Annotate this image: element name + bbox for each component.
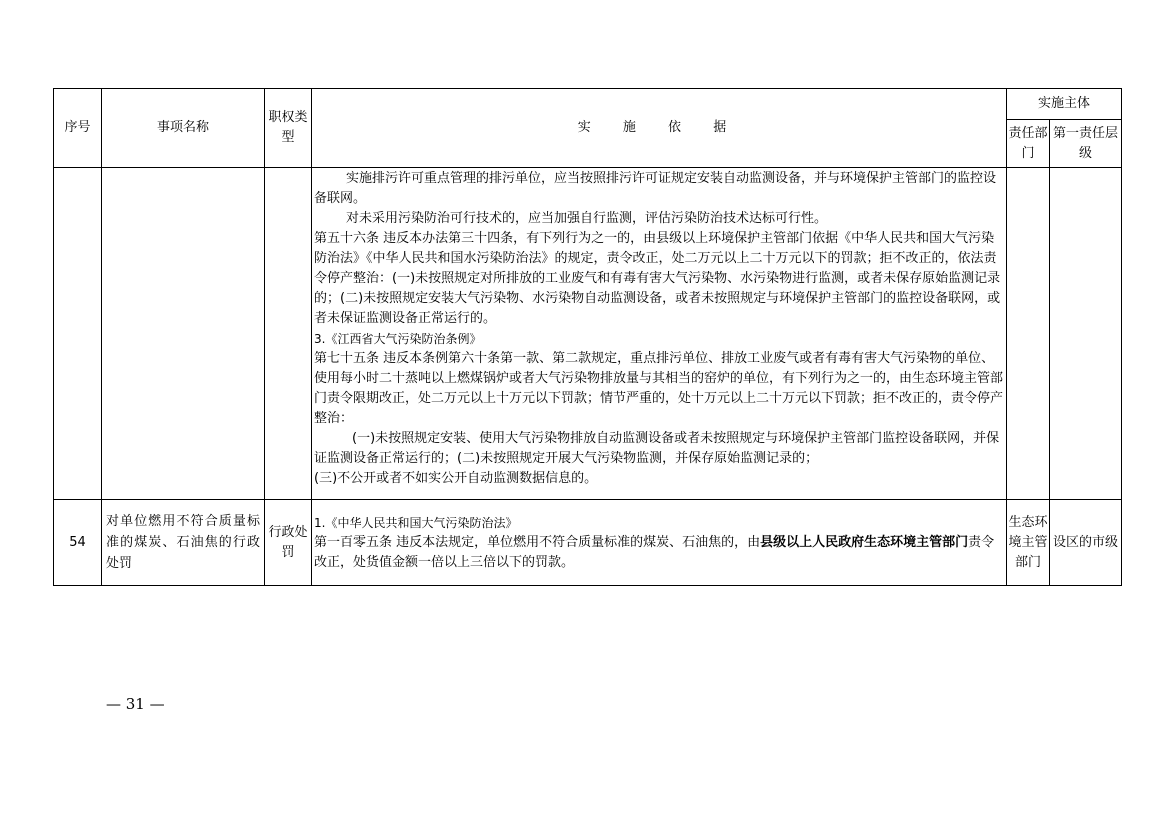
cell-power-type: 行政处罚 [265, 500, 312, 586]
header-resp-dept: 责任部门 [1007, 120, 1050, 168]
cell-power-type-empty [265, 168, 312, 500]
cell-seq-empty [54, 168, 102, 500]
basis-law-title: 1.《中华人民共和国大气污染防治法》 [314, 516, 518, 530]
basis-article-text: 第一百零五条 违反本法规定，单位燃用不符合质量标准的煤炭、石油焦的，由 [314, 535, 761, 550]
basis-article-tail: 责令改正，处货值金额一倍以上三倍以下的罚款。 [314, 535, 995, 570]
cell-seq: 54 [54, 500, 102, 586]
basis-paragraph: (三)不公开或者不如实公开自动监测数据信息的。 [314, 471, 598, 486]
header-item-name: 事项名称 [102, 89, 265, 168]
basis-paragraph: 实施排污许可重点管理的排污单位，应当按照排污许可证规定安装自动监测设备，并与环境保护主管部门的监控设备联网。 [314, 171, 997, 206]
basis-paragraph: 第七十五条 违反本条例第六十条第一款、第二款规定，重点排污单位、排放工业废气或者有毒有害大气污染物的单位、使用每小时二十蒸吨以上燃煤锅炉或者大气污染物排放量与其相当的窑炉的单位，有下列行为之一的，由生态环境主管部门责令限期改正，处二万元以上十万元以下罚款；情节严重的，处十万元以上二十万元以下罚款；拒不改正的，责令停产整治： [314, 351, 1004, 426]
basis-paragraph: 第五十六条 违反本办法第三十四条，有下列行为之一的，由县级以上环境保护主管部门依据《中华人民共和国大气污染防治法》《中华人民共和国水污染防治法》的规定，责令改正，处二万元以上二十万元以下的罚款；拒不改正的，依法责令停产整治：(一)未按照规定对所排放的工业废气和有毒有害大气污染物、水污染物进行监测，或者未保存原始监测记录的；(二)未按照规定安装大气污染物、水污染物自动监测设备，或者未按照规定与环境保护主管部门的监控设备联网，或者未保证监测设备正常运行的。 [314, 231, 1001, 326]
header-power-type: 职权类型 [265, 89, 312, 168]
cell-resp-dept: 生态环境主管部门 [1007, 500, 1050, 586]
basis-paragraph: (一)未按照规定安装、使用大气污染物排放自动监测设备或者未按照规定与环境保护主管部门监控设备联网，并保证监测设备正常运行的；(二)未按照规定开展大气污染物监测，并保存原始监测记录的； [314, 431, 1000, 466]
header-basis: 实 施 依 据 [312, 89, 1007, 168]
table-row-continued [54, 168, 1122, 500]
cell-basis [312, 500, 1007, 586]
cell-first-resp-level: 设区的市级 [1050, 500, 1122, 586]
page-number: — 31 — [106, 695, 165, 713]
basis-paragraph: 3.《江西省大气污染防治条例》 [314, 332, 482, 346]
cell-basis-continued [312, 168, 1007, 500]
cell-item-name-empty [102, 168, 265, 500]
cell-item-name: 对单位燃用不符合质量标准的煤炭、石油焦的行政处罚 [102, 500, 265, 586]
enforcement-table [53, 88, 1122, 586]
header-impl-subject: 实施主体 [1007, 89, 1122, 120]
cell-resp-dept-empty [1007, 168, 1050, 500]
basis-paragraph: 对未采用污染防治可行技术的，应当加强自行监测，评估污染防治技术达标可行性。 [346, 211, 828, 226]
table-row-54 [54, 500, 1122, 586]
header-seq: 序号 [54, 89, 102, 168]
basis-article [314, 533, 1004, 573]
basis-article-authority: 县级以上人民政府生态环境主管部门 [760, 535, 969, 550]
header-first-resp-level: 第一责任层级 [1050, 120, 1122, 168]
cell-first-resp-level-empty [1050, 168, 1122, 500]
